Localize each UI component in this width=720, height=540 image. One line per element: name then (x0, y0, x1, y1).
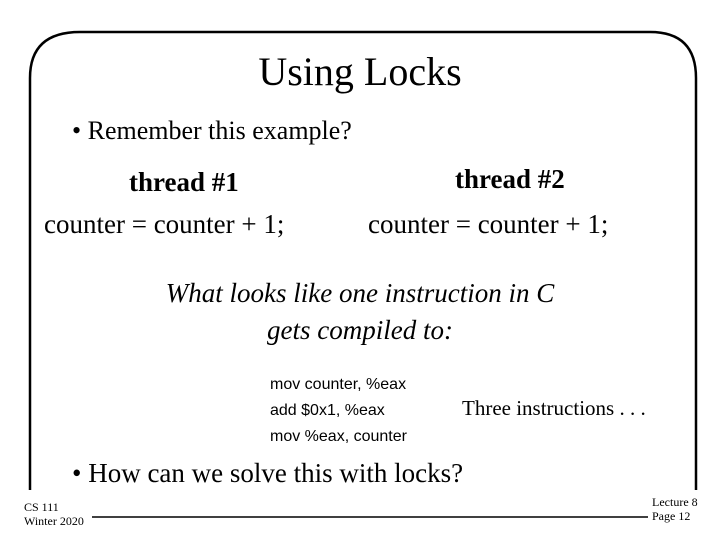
italic-line-2: gets compiled to: (267, 315, 453, 345)
three-instructions-note: Three instructions . . . (462, 396, 646, 420)
asm-line: add $0x1, %eax (270, 402, 385, 419)
footer-course (24, 500, 84, 528)
thread2-statement: counter = counter + 1; (368, 209, 609, 239)
footer-course-name: CS 111 (24, 500, 59, 514)
assembly-block (270, 372, 407, 450)
bullet-remember: • Remember this example? (72, 116, 352, 145)
slide-title: Using Locks (258, 49, 462, 94)
footer-term: Winter 2020 (24, 514, 84, 528)
footer-page-info (652, 495, 698, 523)
thread2-label: thread #2 (455, 164, 565, 194)
thread1-statement: counter = counter + 1; (44, 209, 285, 239)
footer-page: Page 12 (652, 509, 691, 523)
asm-line: mov %eax, counter (270, 428, 407, 445)
asm-line: mov counter, %eax (270, 376, 407, 393)
italic-line-1: What looks like one instruction in C (165, 278, 555, 308)
thread1-label: thread #1 (129, 167, 239, 197)
bullet-solve-with-locks: • How can we solve this with locks? (72, 458, 464, 488)
footer-lecture: Lecture 8 (652, 495, 698, 509)
